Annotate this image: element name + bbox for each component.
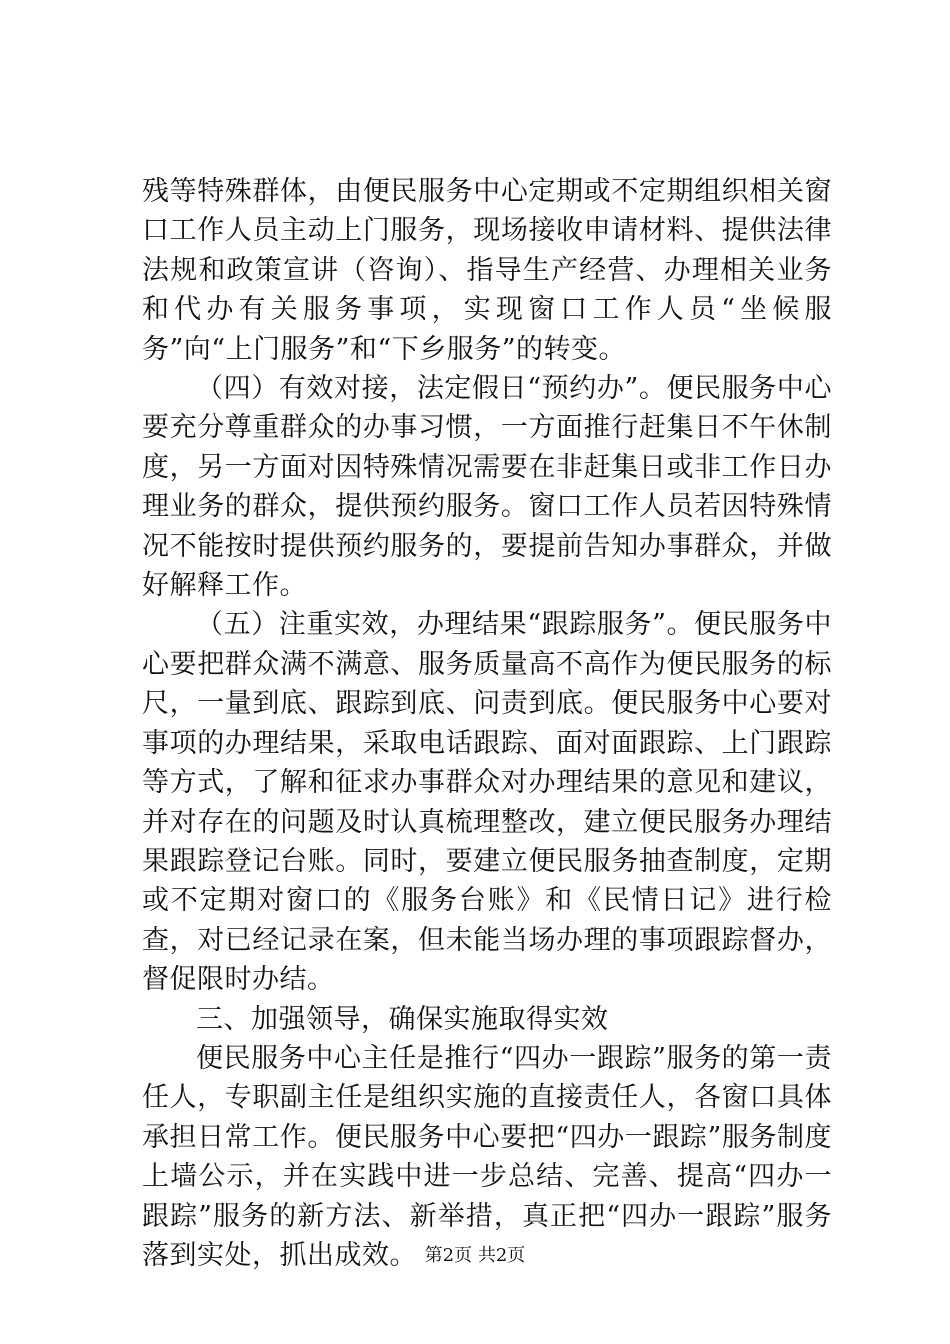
paragraph-section-four: （四）有效对接，法定假日“预约办”。便民服务中心要充分尊重群众的办事习惯，一方面推行赶集日不午休制度，另一方面对因特殊情况需要在非赶集日或非工作日办理业务的群众，提供预约服务。窗口工作人员若因特殊情况不能按时提供预约服务的，要提前告知办事群众，并做好解释工作。 xyxy=(142,373,832,602)
page-footer: 第2页 共2页 xyxy=(424,1245,526,1266)
paragraph-leadership: 便民服务中心主任是推行“四办一跟踪”服务的第一责任人，专职副主任是组织实施的直接责任人，各窗口具体承担日常工作。便民服务中心要把“四办一跟踪”服务制度上墙公示，并在实践中进一步总结、完善、提高“四办一跟踪”服务的新方法、新举措，真正把“四办一跟踪”服务落到实处，抓出成效。 xyxy=(142,1042,832,1271)
document-body xyxy=(142,172,832,1275)
paragraph-continuation: 残等特殊群体，由便民服务中心定期或不定期组织相关窗口工作人员主动上门服务，现场接收申请材料、提供法律法规和政策宣讲（咨询）、指导生产经营、办理相关业务和代办有关服务事项，实现窗口工作人员“坐候服务”向“上门服务”和“下乡服务”的转变。 xyxy=(142,176,832,365)
paragraph-section-five: （五）注重实效，办理结果“跟踪服务”。便民服务中心要把群众满不满意、服务质量高不高作为便民服务的标尺，一量到底、跟踪到底、问责到底。便民服务中心要对事项的办理结果，采取电话跟踪、面对面跟踪、上门跟踪等方式，了解和征求办事群众对办理结果的意见和建议，并对存在的问题及时认真梳理整改，建立便民服务办理结果跟踪登记台账。同时，要建立便民服务抽查制度，定期或不定期对窗口的《服务台账》和《民情日记》进行检查，对已经记录在案，但未能当场办理的事项跟踪督办，督促限时办结。 xyxy=(142,609,832,996)
section-heading-three: 三、加强领导，确保实施取得实效 xyxy=(196,1003,609,1035)
